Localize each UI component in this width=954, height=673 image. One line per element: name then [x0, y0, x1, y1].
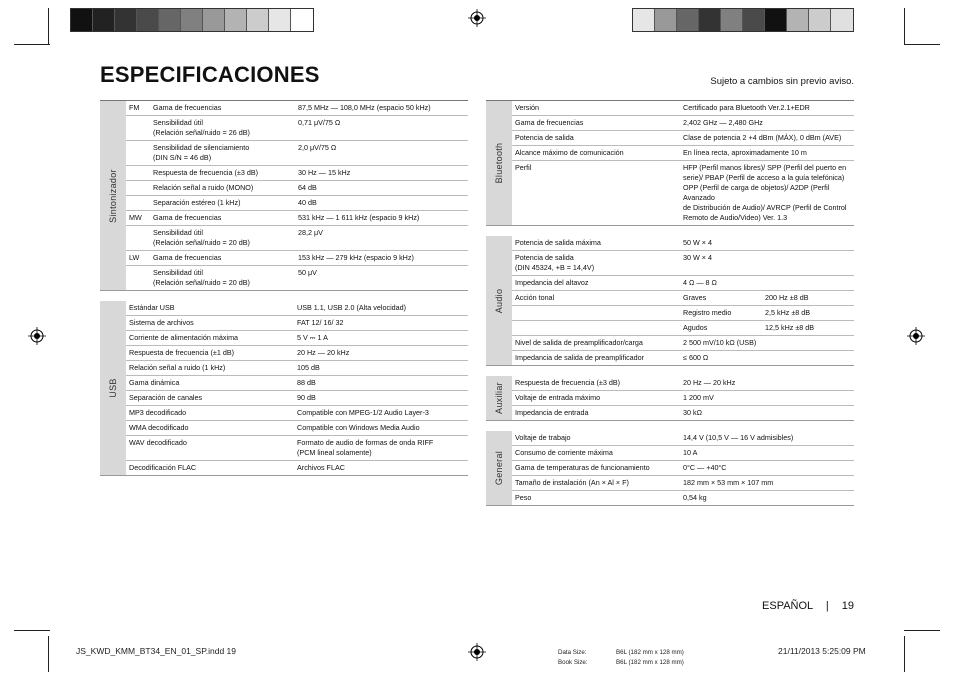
spec-cell: Gama dinámica	[129, 378, 180, 387]
spec-cell: 153 kHz — 279 kHz (espacio 9 kHz)	[298, 253, 414, 262]
crop-mark	[904, 8, 905, 44]
spec-cell: Impedancia de entrada	[515, 408, 589, 417]
section-label: Audio	[494, 288, 504, 313]
spec-cell: WAV decodificado	[129, 438, 187, 447]
spec-cell: FM	[129, 103, 140, 112]
color-swatch	[787, 9, 809, 31]
spec-cell: Sensibilidad útil (Relación señal/ruido = 20 dB)	[153, 228, 250, 247]
section-gap	[486, 226, 854, 236]
color-swatch	[699, 9, 721, 31]
section-sidebar	[100, 101, 126, 290]
spec-row	[512, 376, 854, 391]
slug-data-size-value: B6L (182 mm x 128 mm)	[616, 649, 684, 656]
spec-cell: Graves	[683, 293, 707, 302]
section-label: Sintonizador	[108, 168, 118, 223]
subject-to-change-note: Sujeto a cambios sin previo aviso.	[710, 76, 854, 87]
section-rows	[512, 101, 854, 225]
spec-cell	[512, 321, 680, 335]
spec-cell: Impedancia de salida de preamplificador	[515, 353, 645, 362]
spec-row	[126, 196, 468, 211]
color-swatch	[159, 9, 181, 31]
spec-cell: Respuesta de frecuencia (±1 dB)	[129, 348, 235, 357]
spec-cell: HFP (Perfil manos libres)/ SPP (Perfil del puerto en serie)/ PBAP (Perfil de acceso a la guía telefónica) OPP (Perfil de carga de objetos)/ A2DP (Perfil Avanzado de Distribución de Audio)/ AVRCP (Perfil de Control Remoto de Audio/Video) Ver. 1.3	[683, 163, 847, 222]
section-sidebar	[486, 376, 512, 420]
crop-mark	[904, 630, 940, 631]
spec-row	[126, 436, 468, 461]
spec-cell: 200 Hz ±8 dB	[765, 293, 809, 302]
spec-cell: Potencia de salida	[515, 133, 574, 142]
section-sidebar	[486, 431, 512, 505]
spec-cell: Gama de frecuencias	[153, 103, 222, 112]
color-swatch	[203, 9, 225, 31]
section-sidebar	[100, 301, 126, 475]
spec-row	[126, 211, 468, 226]
color-swatch	[137, 9, 159, 31]
spec-cell: 1 200 mV	[683, 393, 714, 402]
spec-cell: Consumo de corriente máxima	[515, 448, 613, 457]
spec-row	[512, 446, 854, 461]
color-swatch	[115, 9, 137, 31]
spec-cell: Sistema de archivos	[129, 318, 194, 327]
spec-cell: En línea recta, aproximadamente 10 m	[683, 148, 807, 157]
section-rows	[126, 101, 468, 290]
registration-mark-icon	[28, 327, 46, 345]
spec-cell: 182 mm × 53 mm × 107 mm	[683, 478, 774, 487]
spec-cell: MP3 decodificado	[129, 408, 187, 417]
spec-row	[512, 461, 854, 476]
crop-mark	[48, 8, 49, 44]
section-rows	[512, 431, 854, 505]
spec-cell: Voltaje de entrada máximo	[515, 393, 601, 402]
spec-row	[126, 406, 468, 421]
spec-cell: 2,402 GHz — 2,480 GHz	[683, 118, 763, 127]
spec-cell: Compatible con Windows Media Audio	[297, 423, 420, 432]
spec-row	[126, 421, 468, 436]
spec-cell: 0,54 kg	[683, 493, 707, 502]
color-swatch	[655, 9, 677, 31]
color-swatch	[225, 9, 247, 31]
spec-row	[512, 351, 854, 365]
spec-cell	[126, 166, 150, 180]
spec-row	[126, 316, 468, 331]
spec-cell: MW	[129, 213, 142, 222]
spec-row	[512, 391, 854, 406]
section-rows	[512, 376, 854, 420]
footer-separator: |	[825, 600, 829, 612]
spec-cell: Sensibilidad de silenciamiento (DIN S/N = 46 dB)	[153, 143, 250, 162]
spec-cell: Respuesta de frecuencia (±3 dB)	[515, 378, 621, 387]
spec-section	[486, 376, 854, 421]
spec-row	[512, 161, 854, 225]
spec-cell	[126, 196, 150, 210]
spec-cell: Gama de frecuencias	[153, 213, 222, 222]
spec-cell: 20 Hz — 20 kHz	[297, 348, 350, 357]
spec-row	[512, 116, 854, 131]
crop-mark	[14, 44, 50, 45]
spec-section	[486, 101, 854, 226]
spec-cell: Separación estéreo (1 kHz)	[153, 198, 241, 207]
spec-cell: ≤ 600 Ω	[683, 353, 709, 362]
spec-section	[100, 301, 468, 476]
spec-cell: 50 μV	[298, 268, 317, 277]
spec-cell: 88 dB	[297, 378, 316, 387]
spec-cell: LW	[129, 253, 140, 262]
spec-row	[126, 166, 468, 181]
slug-book-size-value: B6L (182 mm x 128 mm)	[616, 659, 684, 666]
color-swatch	[721, 9, 743, 31]
spec-cell: 4 Ω — 8 Ω	[683, 278, 717, 287]
spec-row	[512, 491, 854, 505]
spec-section	[486, 236, 854, 366]
spec-cell: 0,71 μV/75 Ω	[298, 118, 341, 127]
spec-cell: 5 V ⎓ 1 A	[297, 333, 328, 342]
spec-cell: 30 Hz — 15 kHz	[298, 168, 351, 177]
spec-row	[126, 181, 468, 196]
spec-row	[126, 101, 468, 116]
spec-row	[512, 321, 854, 336]
spec-cell: 531 kHz — 1 611 kHz (espacio 9 kHz)	[298, 213, 420, 222]
spec-cell: Sensibilidad útil (Relación señal/ruido = 20 dB)	[153, 268, 250, 287]
spec-cell: 12,5 kHz ±8 dB	[765, 323, 815, 332]
spec-row	[512, 291, 854, 306]
spec-row	[126, 361, 468, 376]
spec-cell: Sensibilidad útil (Relación señal/ruido = 26 dB)	[153, 118, 250, 137]
color-calibration-bar-right	[632, 8, 854, 32]
spec-row	[512, 336, 854, 351]
page-title: ESPECIFICACIONES	[100, 62, 320, 87]
spec-cell: Archivos FLAC	[297, 463, 345, 472]
spec-cell: 64 dB	[298, 183, 317, 192]
spec-cell: 30 W × 4	[683, 253, 712, 262]
spec-cell: 10 A	[683, 448, 698, 457]
color-swatch	[831, 9, 853, 31]
slug-book-size-label: Book Size:	[558, 659, 588, 666]
registration-mark-icon	[907, 327, 925, 345]
section-label: Bluetooth	[494, 142, 504, 184]
spec-cell: Decodificación FLAC	[129, 463, 197, 472]
section-gap	[486, 421, 854, 431]
spec-cell: 90 dB	[297, 393, 316, 402]
spec-cell	[126, 266, 150, 290]
section-gap	[100, 291, 468, 301]
spec-cell: Registro medio	[683, 308, 732, 317]
color-swatch	[71, 9, 93, 31]
slug-datetime: 21/11/2013 5:25:09 PM	[778, 646, 866, 656]
spec-row	[126, 141, 468, 166]
spec-row	[512, 431, 854, 446]
spec-cell	[762, 251, 854, 275]
crop-mark	[904, 44, 940, 45]
spec-row	[126, 391, 468, 406]
color-swatch	[269, 9, 291, 31]
spec-row	[126, 266, 468, 290]
color-swatch	[677, 9, 699, 31]
spec-row	[126, 376, 468, 391]
page-footer	[762, 600, 854, 612]
spec-row	[512, 306, 854, 321]
color-swatch	[291, 9, 313, 31]
spec-cell: Peso	[515, 493, 532, 502]
color-calibration-bar-left	[70, 8, 314, 32]
slug-filename: JS_KWD_KMM_BT34_EN_01_SP.indd 19	[76, 646, 237, 656]
spec-cell: Nivel de salida de preamplificador/carga	[515, 338, 643, 347]
spec-cell	[126, 116, 150, 140]
color-swatch	[93, 9, 115, 31]
spec-cell: WMA decodificado	[129, 423, 189, 432]
spec-cell: Tamaño de instalación (An × Al × F)	[515, 478, 629, 487]
section-gap	[486, 366, 854, 376]
section-rows	[126, 301, 468, 475]
spec-row	[126, 461, 468, 475]
spec-cell: Potencia de salida máxima	[515, 238, 601, 247]
spec-cell: Separación de canales	[129, 393, 203, 402]
spec-row	[512, 131, 854, 146]
spec-cell: Relación señal a ruido (MONO)	[153, 183, 254, 192]
spec-cell: FAT 12/ 16/ 32	[297, 318, 344, 327]
section-label: USB	[108, 378, 118, 398]
spec-row	[512, 476, 854, 491]
spec-row	[126, 301, 468, 316]
spec-row	[512, 251, 854, 276]
spec-row	[126, 346, 468, 361]
spec-cell: Corriente de alimentación máxima	[129, 333, 239, 342]
spec-cell: 105 dB	[297, 363, 320, 372]
spec-cell: 0°C — +40°C	[683, 463, 727, 472]
spec-section	[100, 101, 468, 291]
spec-cell: Potencia de salida (DIN 45324, +B = 14,4V)	[515, 253, 595, 272]
registration-mark-icon	[468, 643, 486, 661]
spec-cell: Respuesta de frecuencia (±3 dB)	[153, 168, 259, 177]
spec-cell	[512, 306, 680, 320]
spec-cell: 30 kΩ	[683, 408, 702, 417]
spec-cell	[126, 181, 150, 195]
spec-cell: 20 Hz — 20 kHz	[683, 378, 736, 387]
spec-cell: Gama de temperaturas de funcionamiento	[515, 463, 650, 472]
spec-cell	[762, 236, 854, 250]
spec-table-right	[486, 100, 854, 506]
spec-cell: Acción tonal	[515, 293, 555, 302]
spec-cell: Agudos	[683, 323, 708, 332]
spec-section	[486, 431, 854, 506]
spec-row	[126, 331, 468, 346]
spec-cell	[762, 276, 854, 290]
section-rows	[512, 236, 854, 365]
language-label: ESPAÑOL	[762, 600, 813, 612]
spec-cell: Compatible con MPEG-1/2 Audio Layer-3	[297, 408, 429, 417]
spec-row	[126, 251, 468, 266]
spec-cell: 50 W × 4	[683, 238, 712, 247]
slug-data-size-label: Data Size:	[558, 649, 587, 656]
spec-cell	[762, 336, 854, 350]
spec-cell: 2,5 kHz ±8 dB	[765, 308, 811, 317]
spec-cell: 87,5 MHz — 108,0 MHz (espacio 50 kHz)	[298, 103, 431, 112]
color-swatch	[633, 9, 655, 31]
section-sidebar	[486, 101, 512, 225]
color-swatch	[765, 9, 787, 31]
spec-row	[512, 236, 854, 251]
crop-mark	[14, 630, 50, 631]
page-number: 19	[841, 600, 854, 612]
spec-cell	[126, 226, 150, 250]
spec-row	[512, 101, 854, 116]
color-swatch	[247, 9, 269, 31]
spec-cell	[762, 351, 854, 365]
crop-mark	[48, 636, 49, 672]
spec-cell: Alcance máximo de comunicación	[515, 148, 624, 157]
spec-cell: USB 1.1, USB 2.0 (Alta velocidad)	[297, 303, 407, 312]
spec-cell: Perfil	[515, 163, 532, 172]
spec-cell: 28,2 μV	[298, 228, 323, 237]
crop-mark	[904, 636, 905, 672]
spec-row	[512, 146, 854, 161]
spec-table-left	[100, 100, 468, 476]
spec-cell: 40 dB	[298, 198, 317, 207]
section-sidebar	[486, 236, 512, 365]
spec-row	[126, 226, 468, 251]
spec-cell: 2,0 μV/75 Ω	[298, 143, 337, 152]
spec-cell: Formato de audio de formas de onda RIFF (PCM lineal solamente)	[297, 438, 434, 457]
spec-row	[512, 276, 854, 291]
spec-cell: Versión	[515, 103, 539, 112]
section-label: Auxiliar	[494, 382, 504, 414]
section-label: General	[494, 450, 504, 486]
color-swatch	[809, 9, 831, 31]
spec-cell: Certificado para Bluetooth Ver.2.1+EDR	[683, 103, 810, 112]
spec-row	[126, 116, 468, 141]
color-swatch	[181, 9, 203, 31]
spec-cell: Gama de frecuencias	[515, 118, 584, 127]
spec-cell: Voltaje de trabajo	[515, 433, 571, 442]
registration-mark-icon	[468, 9, 486, 27]
spec-cell: Impedancia del altavoz	[515, 278, 589, 287]
spec-row	[512, 406, 854, 420]
spec-cell: Estándar USB	[129, 303, 175, 312]
spec-cell: Relación señal a ruido (1 kHz)	[129, 363, 226, 372]
spec-cell	[126, 141, 150, 165]
spec-cell: 2 500 mV/10 kΩ (USB)	[683, 338, 757, 347]
spec-cell: 14,4 V (10,5 V — 16 V admisibles)	[683, 433, 794, 442]
color-swatch	[743, 9, 765, 31]
spec-cell: Gama de frecuencias	[153, 253, 222, 262]
spec-cell: Clase de potencia 2 +4 dBm (MÁX), 0 dBm (AVE)	[683, 133, 842, 142]
